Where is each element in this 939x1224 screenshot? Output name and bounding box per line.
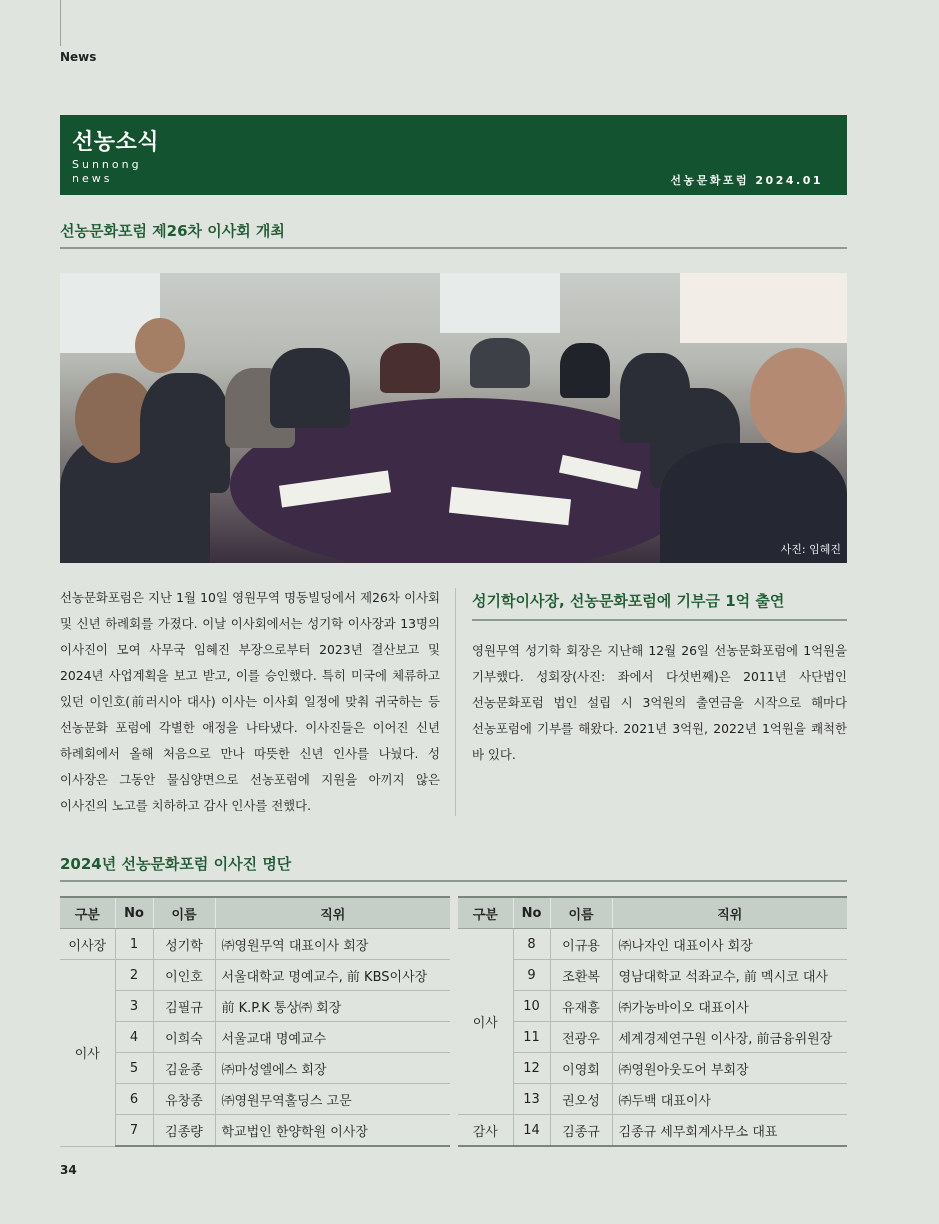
row-name: 이인호	[153, 960, 215, 991]
table-row	[458, 960, 847, 991]
group-cell: 이사	[60, 960, 115, 1147]
group-cell: 이사	[458, 929, 513, 1115]
row-title: 세계경제연구원 이사장, 前금융위원장	[612, 1022, 847, 1053]
row-name: 전광우	[550, 1022, 612, 1053]
row-no: 5	[115, 1053, 153, 1084]
roster-heading: 2024년 선농문화포럼 이사진 명단	[60, 855, 292, 873]
table-row	[458, 1053, 847, 1084]
row-title: ㈜영원무역 대표이사 회장	[215, 929, 450, 960]
roster-rule	[60, 880, 847, 882]
table-header-row	[458, 897, 847, 929]
row-name: 권오성	[550, 1084, 612, 1115]
row-name: 유재흥	[550, 991, 612, 1022]
photo-person	[380, 343, 440, 393]
row-title: 서울대학교 명예교수, 前 KBS이사장	[215, 960, 450, 991]
table-row	[458, 1115, 847, 1147]
column-header: 구분	[458, 897, 513, 929]
roster-table-left	[60, 896, 450, 1147]
section-banner	[60, 115, 847, 195]
photo-person	[140, 373, 230, 493]
row-name: 이규용	[550, 929, 612, 960]
banner-issue: 선농문화포럼 2024.01	[670, 174, 823, 187]
row-no: 4	[115, 1022, 153, 1053]
row-no: 7	[115, 1115, 153, 1147]
photo-window	[440, 273, 560, 333]
row-no: 6	[115, 1084, 153, 1115]
top-divider-line	[60, 0, 61, 46]
article1-heading: 선농문화포럼 제26차 이사회 개최	[60, 222, 285, 240]
row-no: 1	[115, 929, 153, 960]
row-title: ㈜가농바이오 대표이사	[612, 991, 847, 1022]
section-label: News	[60, 50, 97, 64]
row-no: 13	[513, 1084, 550, 1115]
article2-rule	[472, 619, 847, 621]
column-header: No	[115, 897, 153, 929]
group-cell: 감사	[458, 1115, 513, 1147]
table-row	[60, 1115, 450, 1147]
row-name: 성기학	[153, 929, 215, 960]
row-no: 10	[513, 991, 550, 1022]
row-no: 8	[513, 929, 550, 960]
table-row	[458, 929, 847, 960]
row-no: 3	[115, 991, 153, 1022]
row-no: 14	[513, 1115, 550, 1147]
row-no: 2	[115, 960, 153, 991]
row-no: 11	[513, 1022, 550, 1053]
banner-title: 선농소식	[72, 130, 160, 155]
article1-body: 선농문화포럼은 지난 1월 10일 영원무역 명동빌딩에서 제26차 이사회 및 신년 하례회를 가졌다. 이날 이사회에서는 성기학 이사장과 13명의 이사진이 모여 사무국 임혜진 부장으로부터 2023년 결산보고 및 2024년 사업계획을 보고 받고, 이를 승인했다. 특히 미국에 체류하고 있던 이인호(前러시아 대사) 이사는 이사회 일정에 맞춰 귀국하는 등 선농문화 포럼에 각별한 애정을 나타냈다. 이사진들은 이어진 신년 하례회에서 올해 처음으로 만나 따뜻한 신년 인사를 나눴다. 성 이사장은 그동안 물심양면으로 선농포럼에 지원을 아끼지 않은 이사진의 노고를 치하하고 감사 인사를 전했다.	[60, 590, 440, 813]
row-title: 前 K.P.K 통상㈜ 회장	[215, 991, 450, 1022]
article1-rule	[60, 247, 847, 249]
banner-subtitle: Sunnong news	[72, 158, 142, 185]
row-title: 김종규 세무회계사무소 대표	[612, 1115, 847, 1147]
row-title: 학교법인 한양학원 이사장	[215, 1115, 450, 1147]
column-divider	[455, 588, 456, 816]
table-row	[60, 1022, 450, 1053]
photo-person-head	[750, 348, 845, 453]
row-no: 9	[513, 960, 550, 991]
row-no: 12	[513, 1053, 550, 1084]
column-header: 직위	[215, 897, 450, 929]
row-name: 조환복	[550, 960, 612, 991]
row-title: ㈜영원아웃도어 부회장	[612, 1053, 847, 1084]
row-title: 영남대학교 석좌교수, 前 멕시코 대사	[612, 960, 847, 991]
table-header-row	[60, 897, 450, 929]
row-title: ㈜영원무역홀딩스 고문	[215, 1084, 450, 1115]
roster-table-right	[458, 896, 847, 1147]
photo-person	[470, 338, 530, 388]
column-header: 이름	[153, 897, 215, 929]
page-number: 34	[60, 1163, 77, 1177]
row-name: 김윤종	[153, 1053, 215, 1084]
table-row	[60, 1084, 450, 1115]
row-name: 이희숙	[153, 1022, 215, 1053]
table-row	[60, 929, 450, 960]
photo-person	[560, 343, 610, 398]
row-title: ㈜두백 대표이사	[612, 1084, 847, 1115]
row-name: 이영회	[550, 1053, 612, 1084]
table-row	[60, 960, 450, 991]
row-title: ㈜마성엘에스 회장	[215, 1053, 450, 1084]
row-name: 김종량	[153, 1115, 215, 1147]
row-name: 김종규	[550, 1115, 612, 1147]
photo-credit: 사진: 임혜진	[780, 543, 841, 556]
article2-body: 영원무역 성기학 회장은 지난해 12월 26일 선농문화포럼에 1억원을 기부했다. 성회장(사진: 좌에서 다섯번째)은 2011년 사단법인 선농문화포럼 법인 설립 시 3억원의 출연금을 시작으로 해마다 선농포럼에 기부를 해왔다. 2021년 3억원, 2022년 1억원을 쾌척한 바 있다.	[472, 643, 847, 762]
photo-person	[270, 348, 350, 428]
photo-person-head	[135, 318, 185, 373]
article2-heading: 성기학이사장, 선농문화포럼에 기부금 1억 출연	[472, 592, 785, 610]
table-row	[60, 1053, 450, 1084]
row-title: ㈜나자인 대표이사 회장	[612, 929, 847, 960]
column-header: 직위	[612, 897, 847, 929]
article-photo	[60, 273, 847, 563]
row-name: 유창종	[153, 1084, 215, 1115]
row-name: 김필규	[153, 991, 215, 1022]
column-header: 구분	[60, 897, 115, 929]
row-title: 서울교대 명예교수	[215, 1022, 450, 1053]
group-cell: 이사장	[60, 929, 115, 960]
table-row	[458, 991, 847, 1022]
column-header: No	[513, 897, 550, 929]
table-row	[458, 1022, 847, 1053]
table-row	[60, 991, 450, 1022]
photo-window	[680, 273, 847, 343]
table-row	[458, 1084, 847, 1115]
column-header: 이름	[550, 897, 612, 929]
